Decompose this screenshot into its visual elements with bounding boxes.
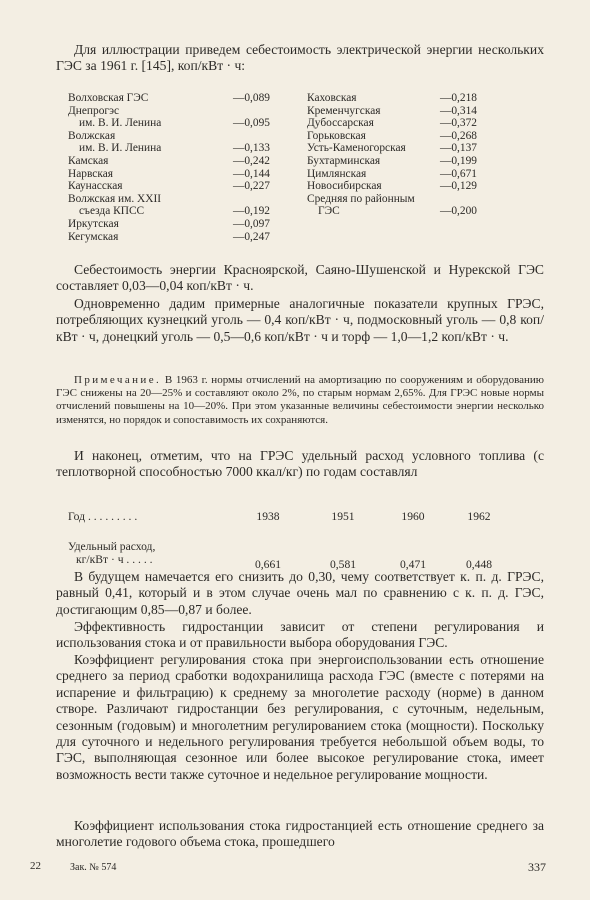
station-name: Волжская <box>68 129 116 142</box>
table-cell: 0,471 <box>399 558 427 571</box>
paragraph-efficiency: В будущем намечается его снизить до 0,30, чему соответствует к. п. д. ГРЭС, равный 0,41, который и в этом случае очень мал по сравнению с к. п. д. ГЭС, достигающим 0,85—0,87 и более. <box>56 569 544 617</box>
table-cell: 0,581 <box>329 558 357 571</box>
paragraph-fuel-consumption: И наконец, отметим, что на ГРЭС удельный расход условного топлива (с теплотворной способностью 7000 ккал/кг) по годам составлял <box>56 448 544 480</box>
table-row-label: Удельный расход, <box>68 540 156 553</box>
station-name: Днепрогэс <box>68 104 120 117</box>
cost-row <box>307 180 477 193</box>
cost-list-left <box>68 92 270 243</box>
cost-row <box>307 117 477 130</box>
table-cell: 0,661 <box>254 558 282 571</box>
cost-value: —0,200 <box>439 205 477 218</box>
cost-value: —0,314 <box>439 104 477 117</box>
cost-row <box>307 168 477 181</box>
cost-row <box>307 105 477 118</box>
cost-row <box>307 130 477 143</box>
paragraph-usage-coefficient: Коэффициент использования стока гидростанцией есть отношение среднего за многолетие годового объема стока, прошедшего <box>56 818 544 850</box>
cost-value: —0,097 <box>232 217 270 230</box>
note-label: Примечание. <box>74 374 162 386</box>
cost-row <box>68 231 270 244</box>
station-name: Средняя по районным <box>307 192 415 205</box>
station-name: Кременчугская <box>307 104 381 117</box>
station-name: Камская <box>68 154 109 167</box>
station-name: Бухтарминская <box>307 154 381 167</box>
table-row-years <box>68 510 508 540</box>
cost-value: —0,192 <box>232 205 270 218</box>
station-name: Горьковская <box>307 129 366 142</box>
cost-row <box>68 193 270 218</box>
station-name: Кегумская <box>68 230 119 243</box>
cost-value: —0,133 <box>232 142 270 155</box>
station-name-line2: ГЭС <box>318 205 340 218</box>
cost-value: —0,144 <box>232 167 270 180</box>
cost-value: —0,372 <box>439 117 477 130</box>
table-cell: 1962 <box>467 510 491 523</box>
cost-list-right <box>307 92 477 218</box>
cost-row <box>68 92 270 105</box>
table-row-label: Год . . . . . . . . . <box>68 510 138 523</box>
footnote <box>56 374 544 427</box>
cost-value: —0,218 <box>439 92 477 104</box>
cost-row <box>307 155 477 168</box>
station-name-line2: им. В. И. Ленина <box>79 142 162 155</box>
cost-value: —0,199 <box>439 154 477 167</box>
station-name: Волховская ГЭС <box>68 92 149 104</box>
cost-value: —0,671 <box>439 167 477 180</box>
cost-value: —0,095 <box>232 117 270 130</box>
note-text: В 1963 г. нормы отчислений на амортизацию по сооружениям и оборудованию ГЭС снижены на 20—25% и составляют около 2%, по старым нормам 2,65%. Для ГРЭС новые нормы отчислений повышены на 10—20%. При этом указанные величины себестоимости энергии несколько изменятся, но порядок и сопоставимость их сохраняются. <box>56 374 544 426</box>
station-name-line2: съезда КПСС <box>79 205 145 218</box>
cost-row <box>68 155 270 168</box>
paragraph-regulation-coefficient: Коэффициент регулирования стока при энергоиспользовании есть отношение среднего за период сработки водохранилища расхода ГЭС (вместе с потерями на испарение и фильтрацию) к среднему за многолетие расходу (норме) в данном створе. Различают гидростанции без регулирования, с суточным, недельным, сезонным (годовым) и многолетним регулированием стока (мощности). Поскольку для суточного и недельного регулирования требуется небольшой объем воды, то ГЭС, выполняющая сезонное или более высокое регулирование стока, имеет возможность вести также суточное и недельное регулирование мощности. <box>56 652 544 782</box>
station-name: Усть-Каменогорская <box>307 142 406 155</box>
paragraph-new-hpp-cost: Себестоимость энергии Красноярской, Саяно-Шушенской и Нурекской ГЭС составляет 0,03—0,04 коп/кВт · ч. <box>56 262 544 294</box>
table-cell: 1938 <box>256 510 280 523</box>
cost-row <box>307 193 477 218</box>
cost-value: —0,268 <box>439 129 477 142</box>
station-name: Дубоссарская <box>307 117 374 130</box>
station-name: Нарвская <box>68 167 114 180</box>
cost-value: —0,137 <box>439 142 477 155</box>
cost-row <box>68 168 270 181</box>
cost-value: —0,247 <box>232 230 270 243</box>
intro-paragraph: Для иллюстрации приведем себестоимость электрической энергии нескольких ГЭС за 1961 г. [145], коп/кВт · ч: <box>56 42 544 73</box>
cost-row <box>307 142 477 155</box>
table-cell: 1960 <box>401 510 425 523</box>
paragraph-hpp-effectiveness: Эффективность гидростанции зависит от степени регулирования и использования стока и от правильности выбора оборудования ГЭС. <box>56 619 544 651</box>
cost-value: —0,129 <box>439 180 477 193</box>
cost-row <box>68 180 270 193</box>
station-name-line2: им. В. И. Ленина <box>79 117 162 130</box>
cost-value: —0,227 <box>232 180 270 193</box>
cost-row <box>68 105 270 130</box>
cost-value: —0,089 <box>232 92 270 104</box>
station-name: Цимлянская <box>307 167 367 180</box>
cost-row <box>68 130 270 155</box>
station-name: Новосибирская <box>307 180 382 193</box>
table-row-label-line2: кг/кВт · ч . . . . . <box>76 553 153 566</box>
page-number: 337 <box>528 860 546 874</box>
table-cell: 1951 <box>331 510 355 523</box>
station-name: Каховская <box>307 92 357 104</box>
station-name: Каунасская <box>68 180 123 193</box>
cost-row <box>307 92 477 105</box>
cost-row <box>68 218 270 231</box>
station-name: Волжская им. XXII <box>68 192 162 205</box>
signature-mark: 22 <box>30 860 41 872</box>
paragraph-tpp-cost: Одновременно дадим примерные аналогичные показатели крупных ГРЭС, потребляющих кузнецкий уголь — 0,4 коп/кВт · ч, подмосковный уголь — 0,8 коп/кВт · ч, донецкий уголь — 0,5—0,6 коп/кВт · ч и торф — 1,0—1,2 коп/кВт · ч. <box>56 296 544 344</box>
print-order: Зак. № 574 <box>70 862 117 873</box>
cost-value: —0,242 <box>232 154 270 167</box>
table-cell: 0,448 <box>465 558 493 571</box>
station-name: Иркутская <box>68 217 119 230</box>
